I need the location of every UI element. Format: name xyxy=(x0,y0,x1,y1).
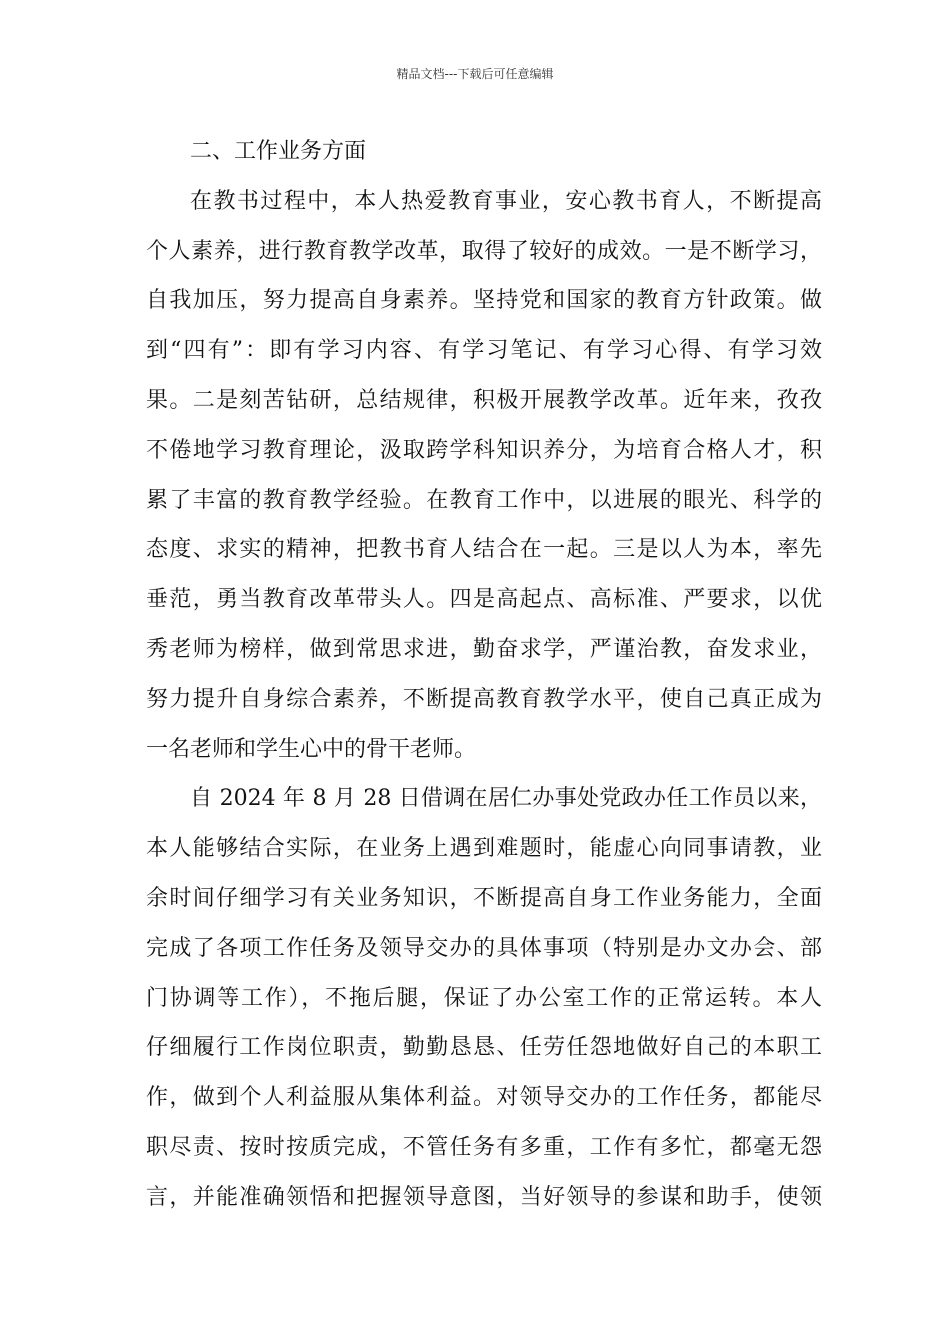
paragraph-teaching xyxy=(146,177,822,775)
paragraph-line: 个人素养，进行教育教学改革，取得了较好的成效。一是不断学习， xyxy=(146,238,822,264)
paragraph-line: 垂范，勇当教育改革带头人。四是高起点、高标准、严要求，以优 xyxy=(146,587,822,613)
paragraph-line: 不倦地学习教育理论，汲取跨学科知识养分，为培育合格人才，积 xyxy=(146,437,822,463)
paragraph-line: 本人能够结合实际，在业务上遇到难题时，能虚心向同事请教，业 xyxy=(146,836,822,862)
paragraph-line: 累了丰富的教育教学经验。在教育工作中，以进展的眼光、科学的 xyxy=(146,487,822,513)
document-body xyxy=(146,127,822,1223)
section-heading: 二、工作业务方面 xyxy=(190,139,367,164)
paragraph-line: 仔细履行工作岗位职责，勤勤恳恳、任劳任怨地做好自己的本职工 xyxy=(146,1035,822,1061)
paragraph-line: 自我加压，努力提高自身素养。坚持党和国家的教育方针政策。做 xyxy=(146,288,822,314)
paragraph-line: 言，并能准确领悟和把握领导意图，当好领导的参谋和助手，使领 xyxy=(146,1184,822,1210)
paragraph-line: 态度、求实的精神，把教书育人结合在一起。三是以人为本，率先 xyxy=(146,537,822,563)
paragraph-line: 作，做到个人利益服从集体利益。对领导交办的工作任务，都能尽 xyxy=(146,1085,822,1111)
paragraph-line: 职尽责、按时按质完成，不管任务有多重，工作有多忙，都毫无怨 xyxy=(146,1134,822,1160)
paragraph-line: 门协调等工作），不拖后腿，保证了办公室工作的正常运转。本人 xyxy=(146,985,822,1011)
paragraph-line: 秀老师为榜样，做到常思求进，勤奋求学，严谨治教，奋发求业， xyxy=(146,636,822,662)
paragraph-line: 余时间仔细学习有关业务知识，不断提高自身工作业务能力，全面 xyxy=(146,885,822,911)
paragraph-line: 完成了各项工作任务及领导交办的具体事项（特别是办文办会、部 xyxy=(146,935,822,961)
paragraph-line: 努力提升自身综合素养，不断提高教育教学水平，使自己真正成为 xyxy=(146,686,822,712)
paragraph-line: 自 2024 年 8 月 28 日借调在居仁办事处党政办任工作员以来， xyxy=(190,786,822,812)
paragraph-line: 在教书过程中，本人热爱教育事业，安心教书育人，不断提高 xyxy=(190,188,822,214)
paragraph-line: 一名老师和学生心中的骨干老师。 xyxy=(146,736,477,762)
paragraph-secondment xyxy=(146,774,822,1222)
paragraph-line: 到“四有”：即有学习内容、有学习笔记、有学习心得、有学习效 xyxy=(146,338,822,364)
page-header: 精品文档---下载后可任意编辑 xyxy=(396,67,554,81)
paragraph-line: 果。二是刻苦钻研，总结规律，积极开展教学改革。近年来，孜孜 xyxy=(146,387,822,413)
